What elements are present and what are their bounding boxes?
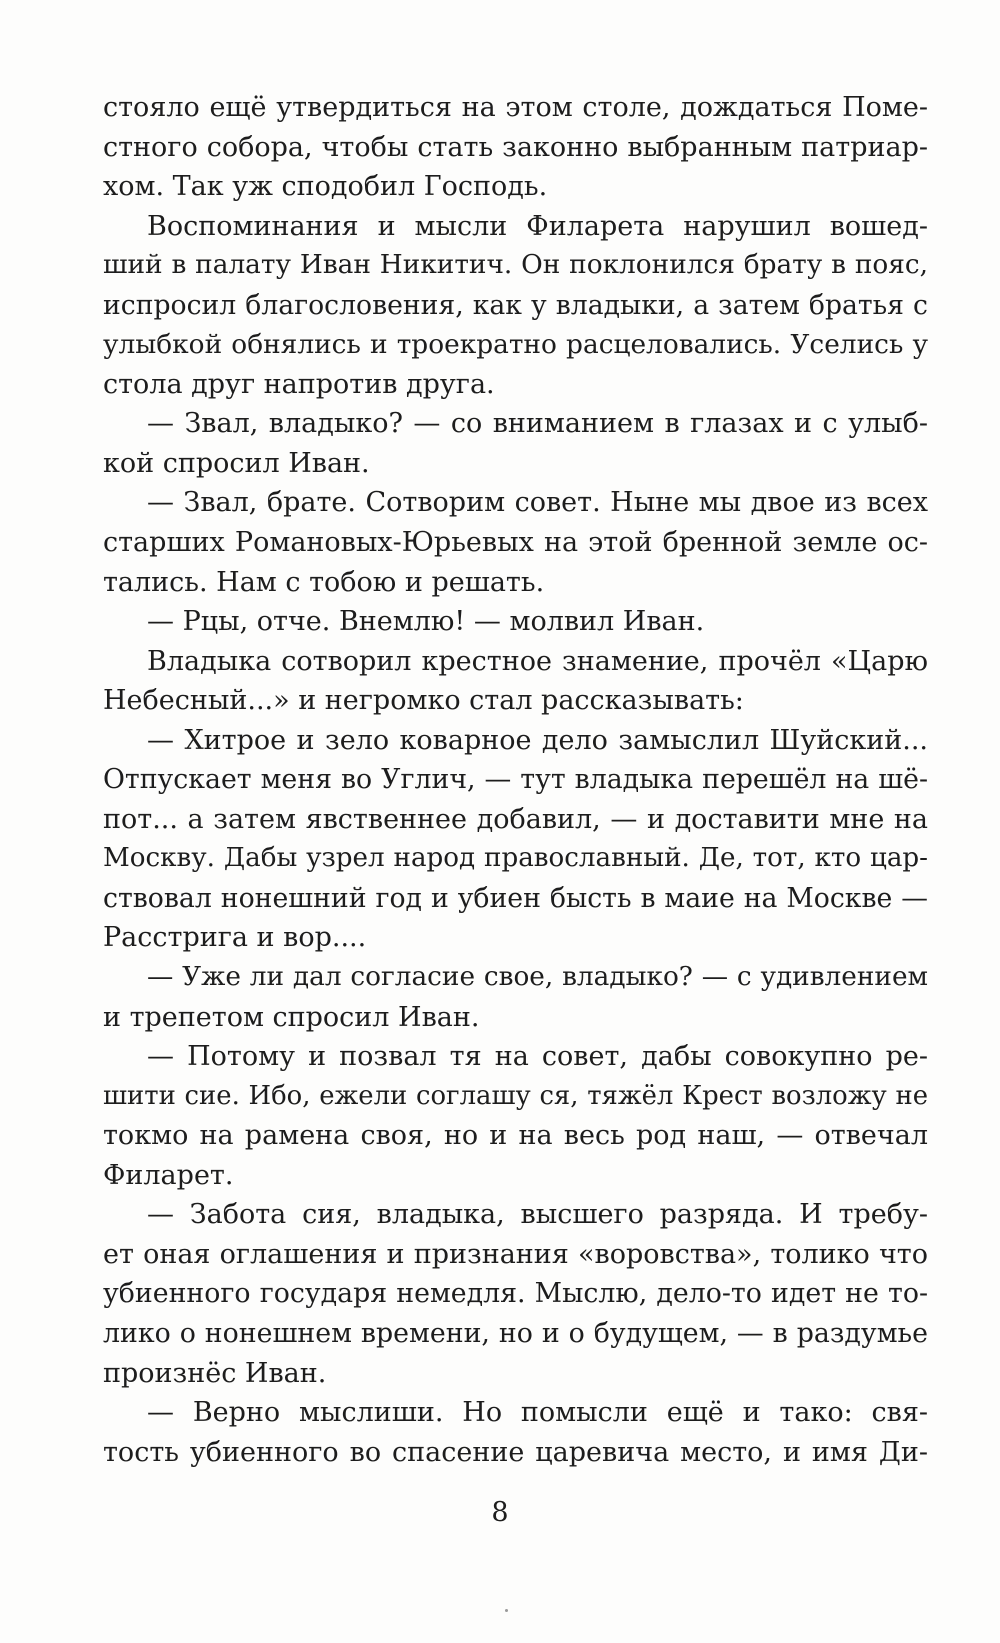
text-line: — Рцы, отче. Внемлю! — молвил Иван. (147, 606, 705, 638)
text-line: хом. Так уж сподобил Господь. (103, 171, 548, 203)
text-line: стояло ещё утвердиться на этом столе, дождаться Поме- (103, 92, 928, 123)
text-line: тались. Нам с тобою и решать. (103, 566, 545, 598)
text-line: — Звал, владыко? — со вниманием в глазах и с улыб- (147, 408, 928, 440)
text-line: произнёс Иван. (103, 1357, 327, 1389)
text-line: стола друг напротив друга. (103, 368, 495, 400)
text-line: — Забота сия, владыка, высшего разряда. И требу- (147, 1199, 928, 1231)
text-line: Воспоминания и мысли Филарета нарушил вошед- (147, 210, 928, 242)
text-line: тость убиенного во спасение царевича место, и имя Ди- (103, 1436, 928, 1468)
text-line: кой спросил Иван. (103, 447, 370, 479)
text-line: Москву. Дабы узрел народ православный. Де, тот, кто цар- (103, 843, 928, 874)
text-line: убиенного государя немедля. Мыслю, дело-то идет не то- (103, 1278, 928, 1310)
page-text (103, 88, 928, 1472)
text-line: Отпускает меня во Углич, — тут владыка перешёл на шё- (103, 764, 928, 796)
text-line: улыбкой обнялись и троекратно расцеловались. Уселись у (103, 329, 928, 361)
text-line: — Уже ли дал согласие свое, владыко? — с удивлением (147, 962, 928, 993)
text-line: шити сие. Ибо, ежели соглашу ся, тяжёл Крест возложу не (103, 1080, 928, 1111)
text-line: старших Романовых-Юрьевых на этой бренной земле ос- (103, 527, 928, 559)
text-line: испросил благословения, как у владыки, а затем братья с (103, 289, 928, 321)
text-line: — Потому и позвал тя на совет, дабы совокупно ре- (147, 1041, 928, 1073)
text-line: ший в палату Иван Никитич. Он поклонился брату в пояс, (103, 250, 928, 281)
text-line: ствовал нонешний год и убиен бысть в маие на Москве — (103, 882, 928, 914)
text-line: Расстрига и вор.... (103, 922, 367, 954)
text-line: Небесный...» и негромко стал рассказывать: (103, 685, 744, 717)
text-line: — Верно мыслиши. Но помысли ещё и тако: свя- (147, 1397, 928, 1429)
text-line: Владыка сотворил крестное знамение, прочёл «Царю (147, 645, 928, 677)
text-line: стного собора, чтобы стать законно выбранным патриар- (103, 131, 928, 163)
print-speck (505, 1609, 508, 1612)
text-line: Филарет. (103, 1159, 234, 1191)
text-line: токмо на рамена своя, но и на весь род наш, — отвечал (103, 1120, 928, 1152)
text-line: — Звал, брате. Сотворим совет. Ныне мы двое из всех (147, 487, 928, 519)
text-line: пот... а затем явственнее добавил, — и доставити мне на (103, 803, 928, 835)
text-line: — Хитрое и зело коварное дело замыслил Шуйский... (147, 724, 928, 756)
text-line: лико о нонешнем времени, но и о будущем, — в раздумье (103, 1317, 928, 1349)
page-number: 8 (491, 1497, 509, 1528)
text-line: ет оная оглашения и признания «воровства», толико что (103, 1238, 928, 1270)
text-line: и трепетом спросил Иван. (103, 1001, 480, 1033)
